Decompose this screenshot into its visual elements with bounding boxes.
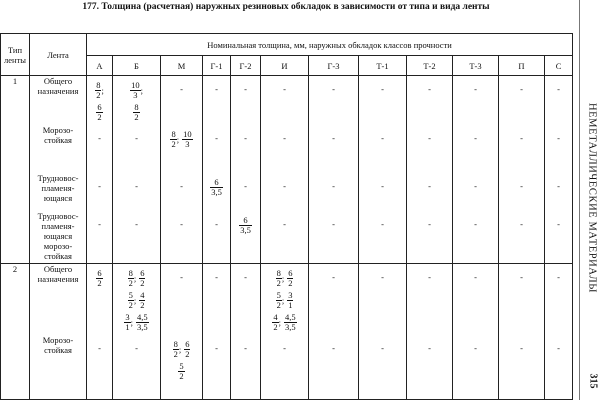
cell-value: [203, 211, 231, 263]
dash: -: [283, 84, 286, 94]
dash: -: [135, 219, 138, 229]
numerator: 8: [171, 129, 176, 139]
numerator: 6: [97, 267, 102, 278]
dash: -: [474, 271, 477, 282]
cell-value: [499, 173, 545, 211]
cell-value: [499, 263, 545, 335]
cell-value: [231, 125, 261, 173]
dash: -: [557, 343, 560, 353]
cell-value: [161, 76, 203, 126]
dash: -: [215, 133, 218, 143]
dash: -: [474, 343, 477, 353]
dash: -: [428, 181, 431, 191]
separator: ;: [176, 134, 180, 145]
dash: -: [180, 84, 183, 94]
fraction: [184, 340, 190, 359]
numerator: 10: [183, 129, 192, 139]
cell-value: [453, 76, 499, 126]
cell-type: 2: [1, 263, 30, 335]
cell-value: [231, 76, 261, 126]
dash: -: [244, 84, 247, 94]
denominator: 2: [173, 349, 178, 359]
cell-value: [87, 76, 113, 126]
dash: -: [557, 271, 560, 282]
header-class: Т-3: [453, 56, 499, 76]
denominator: 2: [273, 321, 278, 332]
dash: -: [381, 271, 384, 282]
dash: -: [520, 84, 523, 94]
numerator: 4,5: [285, 311, 296, 322]
cell-value: [309, 335, 359, 399]
denominator: 2: [96, 90, 101, 100]
numerator: 3: [288, 289, 293, 300]
cell-value: [231, 335, 261, 399]
cell-value: [309, 173, 359, 211]
cell-type: [1, 335, 30, 399]
side-title: НЕМЕТАЛЛИЧЕСКИЕ МАТЕРИАЛЫ: [586, 102, 598, 294]
cell-value: [113, 76, 161, 126]
header-class: И: [261, 56, 309, 76]
dash: -: [381, 133, 384, 143]
dash: -: [332, 181, 335, 191]
denominator: 1: [125, 321, 130, 332]
numerator: 8: [173, 339, 178, 349]
cell-value: [87, 211, 113, 263]
dash: -: [283, 133, 286, 143]
cell-value: [231, 211, 261, 263]
dash: -: [283, 219, 286, 229]
cell-value: [453, 125, 499, 173]
cell-value: [545, 335, 573, 399]
dash: -: [428, 343, 431, 353]
cell-value: [545, 125, 573, 173]
dash: -: [520, 181, 523, 191]
header-type: Тип ленты: [1, 34, 30, 76]
cell-value: [407, 211, 453, 263]
cell-value: [407, 173, 453, 211]
denominator: 3,5: [240, 225, 251, 235]
dash: -: [215, 271, 218, 282]
cell-value: [359, 125, 407, 173]
dash: -: [215, 219, 218, 229]
dash: -: [135, 181, 138, 191]
table-row: [1, 173, 573, 211]
separator: ;: [130, 317, 133, 327]
cell-value: [545, 173, 573, 211]
table-row: [1, 263, 573, 335]
dash: -: [332, 133, 335, 143]
dash: -: [381, 181, 384, 191]
cell-value: [161, 125, 203, 173]
numerator: 6: [210, 178, 223, 188]
dash: -: [520, 343, 523, 353]
cell-value: [113, 263, 161, 335]
dash: -: [557, 133, 560, 143]
cell-value: [113, 125, 161, 173]
cell-value: [203, 335, 231, 399]
cell-value: [359, 335, 407, 399]
dash: -: [98, 219, 101, 229]
numerator: 4: [273, 311, 278, 322]
cell-value: [545, 211, 573, 263]
cell-value: [203, 125, 231, 173]
fraction: [130, 81, 141, 100]
denominator: 1: [288, 299, 293, 310]
separator: ;: [101, 85, 104, 96]
cell-value: [203, 173, 231, 211]
dash: -: [474, 133, 477, 143]
dash: -: [520, 133, 523, 143]
dash: -: [381, 84, 384, 94]
denominator: 3,5: [137, 321, 148, 332]
separator: ;: [281, 273, 285, 283]
denominator: 2: [128, 299, 133, 310]
numerator: 6: [185, 339, 190, 349]
numerator: 10: [131, 80, 140, 90]
separator: ;: [133, 295, 137, 305]
table-row: [1, 335, 573, 399]
cell-type: 1: [1, 76, 30, 126]
cell-value: [161, 173, 203, 211]
cell-value: [203, 263, 231, 335]
cell-lenta: Трудновос- пламеня- ющаяся морозо- стойкая: [30, 211, 87, 263]
dash: -: [520, 271, 523, 282]
fraction: [139, 269, 145, 288]
page-number: 315: [587, 373, 599, 389]
fraction: [287, 291, 293, 310]
dash: -: [135, 343, 138, 353]
dash: -: [557, 219, 560, 229]
table-caption: 177. Толщина (расчетная) наружных резиновых обкладок в зависимости от типа и вида ленты: [82, 2, 490, 12]
fraction: [284, 313, 297, 332]
cell-value: [231, 173, 261, 211]
fraction: [182, 130, 193, 149]
cell-value: [113, 173, 161, 211]
fraction: [139, 291, 145, 310]
table-row: [1, 125, 573, 173]
header-class: Т-1: [359, 56, 407, 76]
fraction: [96, 103, 102, 122]
cell-lenta: Общего назначения: [30, 263, 87, 335]
denominator: 2: [185, 349, 190, 359]
denominator: 2: [276, 299, 281, 310]
numerator: 5: [128, 289, 133, 300]
cell-value: [359, 211, 407, 263]
cell-value: [113, 335, 161, 399]
cell-value: [359, 263, 407, 335]
cell-type: [1, 211, 30, 263]
cell-value: [453, 335, 499, 399]
cell-value: [407, 263, 453, 335]
dash: -: [474, 181, 477, 191]
cell-value: [261, 173, 309, 211]
dash: -: [381, 343, 384, 353]
cell-value: [113, 211, 161, 263]
cell-value: [309, 125, 359, 173]
dash: -: [215, 84, 218, 94]
cell-value: [545, 76, 573, 126]
dash: -: [474, 84, 477, 94]
dash: -: [180, 271, 183, 282]
numerator: 3: [125, 311, 130, 322]
numerator: 6: [140, 267, 145, 278]
numerator: 8: [276, 267, 281, 278]
cell-type: [1, 173, 30, 211]
denominator: 2: [140, 299, 145, 310]
fraction: [178, 362, 184, 381]
cell-value: [359, 173, 407, 211]
cell-value: [261, 211, 309, 263]
cell-value: [453, 211, 499, 263]
denominator: 3,5: [211, 187, 222, 197]
cell-value: [407, 125, 453, 173]
header-class: Т-2: [407, 56, 453, 76]
cell-value: [261, 76, 309, 126]
cell-value: [499, 125, 545, 173]
numerator: 6: [288, 267, 293, 278]
dash: -: [215, 343, 218, 353]
cell-type: [1, 125, 30, 173]
dash: -: [474, 219, 477, 229]
header-lenta: Лента: [30, 34, 87, 76]
denominator: 2: [288, 277, 293, 288]
cell-value: [309, 76, 359, 126]
header-class: М: [161, 56, 203, 76]
cell-value: [87, 335, 113, 399]
cell-value: [87, 125, 113, 173]
denominator: 3,5: [285, 321, 296, 332]
header-class: Г-1: [203, 56, 231, 76]
dash: -: [428, 271, 431, 282]
cell-value: [161, 335, 203, 399]
cell-value: [261, 263, 309, 335]
separator: ;: [140, 85, 143, 96]
cell-value: [499, 335, 545, 399]
denominator: 2: [171, 139, 176, 149]
numerator: 5: [179, 361, 184, 371]
thickness-table: [0, 33, 573, 400]
separator: ;: [133, 273, 137, 283]
cell-lenta: Морозо- стойкая: [30, 335, 87, 399]
dash: -: [98, 181, 101, 191]
numerator: 4,5: [137, 311, 148, 322]
cell-value: [161, 263, 203, 335]
dash: -: [428, 133, 431, 143]
dash: -: [135, 133, 138, 143]
dash: -: [332, 219, 335, 229]
cell-value: [261, 335, 309, 399]
cell-value: [407, 76, 453, 126]
dash: -: [244, 271, 247, 282]
cell-value: [359, 76, 407, 126]
dash: -: [98, 133, 101, 143]
denominator: 3: [133, 90, 138, 100]
denominator: 2: [97, 112, 102, 122]
cell-value: [309, 211, 359, 263]
dash: -: [332, 84, 335, 94]
separator: ;: [178, 344, 182, 355]
dash: -: [520, 219, 523, 229]
cell-value: [87, 173, 113, 211]
separator: ;: [281, 295, 285, 305]
header-class: А: [87, 56, 113, 76]
dash: -: [332, 343, 335, 353]
numerator: 6: [97, 102, 102, 112]
numerator: 8: [96, 80, 101, 90]
dash: -: [180, 219, 183, 229]
dash: -: [557, 181, 560, 191]
cell-value: [545, 263, 573, 335]
cell-lenta: Трудновос- пламеня- ющаяся: [30, 173, 87, 211]
cell-value: [203, 76, 231, 126]
cell-value: [231, 263, 261, 335]
table-row: [1, 76, 573, 126]
denominator: 2: [140, 277, 145, 288]
dash: -: [98, 343, 101, 353]
fraction: [239, 216, 252, 235]
cell-lenta: Общего назначения: [30, 76, 87, 126]
numerator: 8: [134, 102, 139, 112]
denominator: 2: [179, 371, 184, 381]
cell-value: [309, 263, 359, 335]
dash: -: [332, 271, 335, 282]
cell-value: [499, 211, 545, 263]
denominator: 2: [276, 277, 281, 288]
fraction: [136, 313, 149, 332]
denominator: 2: [97, 277, 102, 288]
dash: -: [428, 219, 431, 229]
numerator: 4: [140, 289, 145, 300]
dash: -: [244, 133, 247, 143]
denominator: 3: [185, 139, 190, 149]
dash: -: [283, 181, 286, 191]
header-class: Г-3: [309, 56, 359, 76]
fraction: [133, 103, 139, 122]
cell-value: [161, 211, 203, 263]
cell-value: [261, 125, 309, 173]
cell-lenta: Морозо- стойкая: [30, 125, 87, 173]
header-group: Номинальная толщина, мм, наружных обкладок классов прочности: [87, 34, 573, 56]
numerator: 8: [128, 267, 133, 278]
fraction: [96, 269, 102, 288]
separator: ;: [278, 317, 281, 327]
header-class: П: [499, 56, 545, 76]
cell-value: [499, 76, 545, 126]
numerator: 5: [276, 289, 281, 300]
header-class: Г-2: [231, 56, 261, 76]
dash: -: [557, 84, 560, 94]
table-row: [1, 211, 573, 263]
fraction: [210, 178, 223, 197]
cell-value: [407, 335, 453, 399]
cell-value: [87, 263, 113, 335]
dash: -: [381, 219, 384, 229]
dash: -: [244, 343, 247, 353]
dash: -: [180, 181, 183, 191]
denominator: 2: [134, 112, 139, 122]
dash: -: [428, 84, 431, 94]
header-class: С: [545, 56, 573, 76]
page-edge-rule: [579, 0, 580, 400]
header-class: Б: [113, 56, 161, 76]
cell-value: [453, 263, 499, 335]
fraction: [287, 269, 293, 288]
cell-value: [453, 173, 499, 211]
dash: -: [244, 181, 247, 191]
dash: -: [283, 343, 286, 353]
numerator: 6: [239, 216, 252, 226]
denominator: 2: [128, 277, 133, 288]
